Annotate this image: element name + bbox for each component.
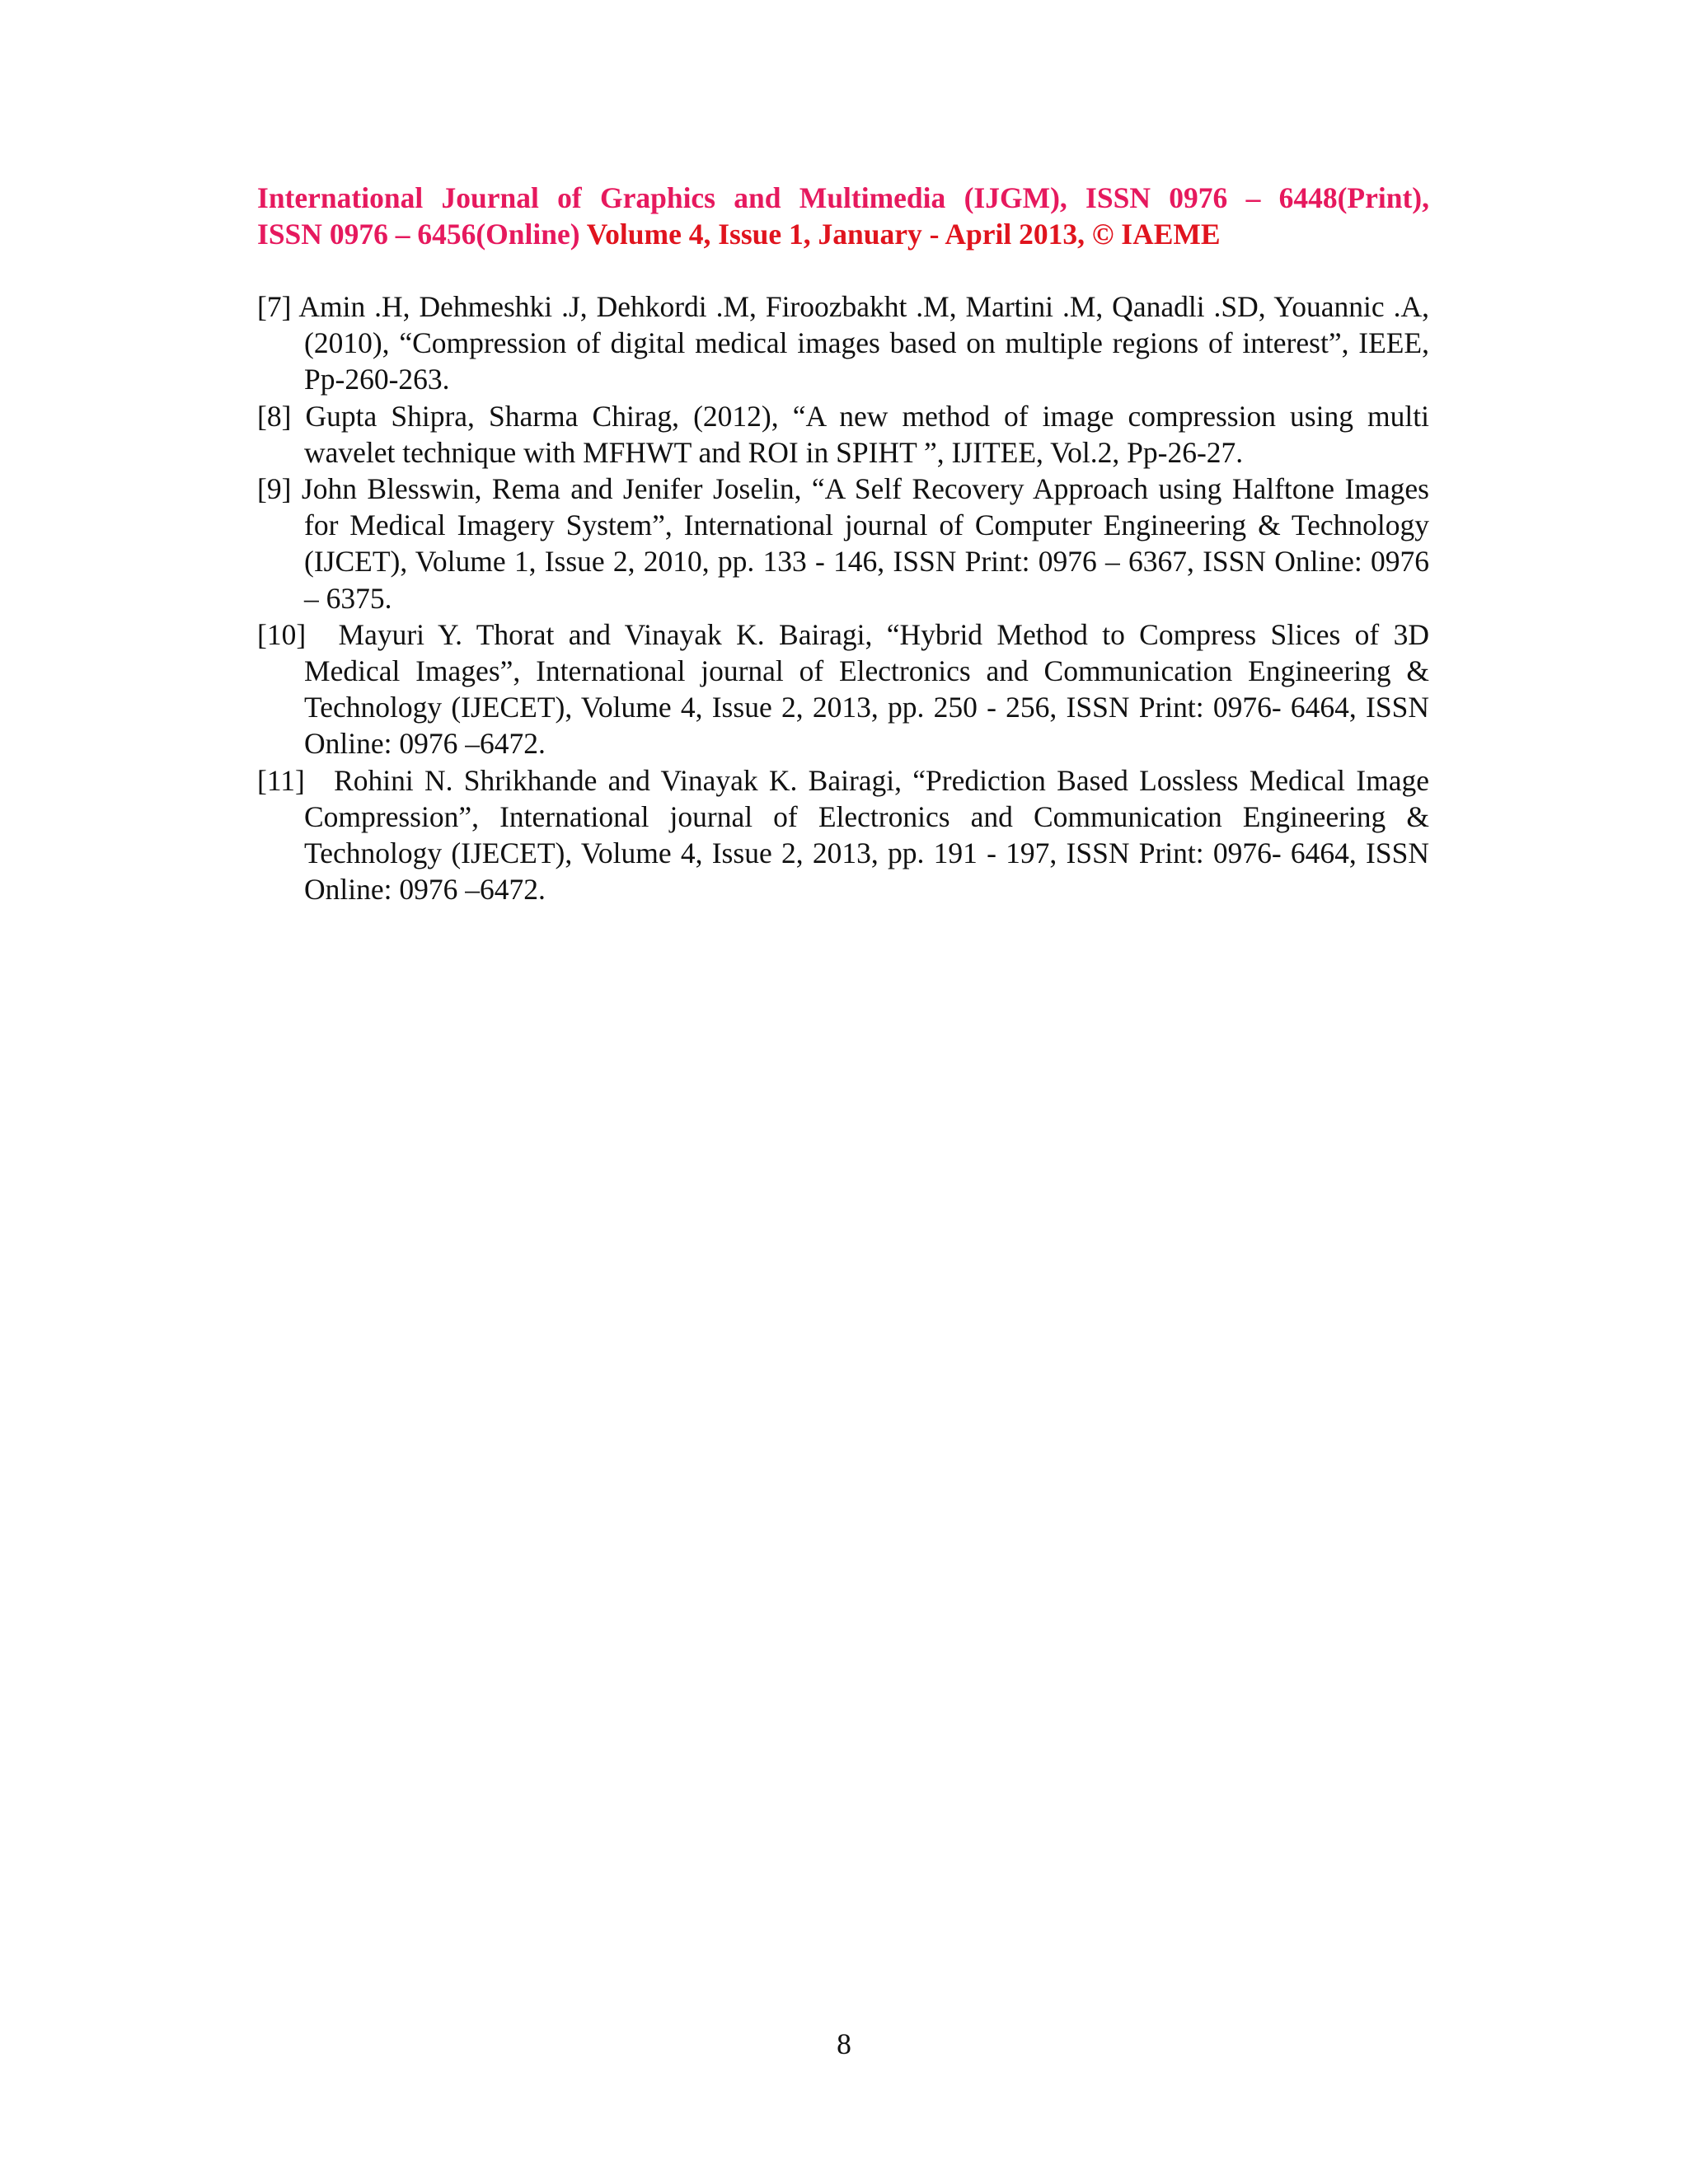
- reference-number: [9]: [257, 472, 292, 506]
- reference-list: [257, 288, 1429, 907]
- reference-text: Amin .H, Dehmeshki .J, Dehkordi .M, Firoozbakht .M, Martini .M, Qanadli .SD, Youannic .A, (2010), “Compression of digital medical images based on multiple regions of interest”, IEEE, Pp-260-263.: [298, 290, 1429, 396]
- reference-number: [8]: [257, 399, 292, 433]
- journal-volume-issue: Volume 4, Issue 1, January - April 2013, © IAEME: [586, 218, 1221, 251]
- journal-header: [257, 180, 1429, 252]
- journal-issn-online: ISSN 0976 – 6456(Online): [257, 218, 580, 251]
- reference-number: [7]: [257, 290, 292, 323]
- reference-text: Rohini N. Shrikhande and Vinayak K. Bairagi, “Prediction Based Lossless Medical Image Compression”, International journal of Electronics and Communication Engineering & Technology (IJECET), Volume 4, Issue 2, 2013, pp. 191 - 197, ISSN Print: 0976- 6464, ISSN Online: 0976 –6472.: [304, 763, 1429, 907]
- reference-item: [257, 288, 1429, 398]
- reference-item: [257, 616, 1429, 762]
- reference-text: John Blesswin, Rema and Jenifer Joselin, “A Self Recovery Approach using Halftone Images for Medical Imagery System”, International journal of Computer Engineering & Technology (IJCET), Volume 1, Issue 2, 2010, pp. 133 - 146, ISSN Print: 0976 – 6367, ISSN Online: 0976 – 6375.: [301, 472, 1430, 615]
- journal-header-line2: [257, 216, 1429, 252]
- reference-item: [257, 398, 1429, 471]
- journal-header-line1: International Journal of Graphics and Multimedia (IJGM), ISSN 0976 – 6448(Print),: [257, 181, 1429, 214]
- reference-number: [11]: [257, 763, 305, 797]
- page-number: 8: [837, 2027, 851, 2060]
- reference-item: [257, 471, 1429, 616]
- reference-item: [257, 762, 1429, 908]
- reference-number: [10]: [257, 617, 307, 651]
- reference-text: Gupta Shipra, Sharma Chirag, (2012), “A new method of image compression using multi wavelet technique with MFHWT and ROI in SPIHT ”, IJITEE, Vol.2, Pp-26-27.: [304, 399, 1430, 469]
- reference-text: Mayuri Y. Thorat and Vinayak K. Bairagi, “Hybrid Method to Compress Slices of 3D Medical Images”, International journal of Electronics and Communication Engineering & Technology (IJECET), Volume 4, Issue 2, 2013, pp. 250 - 256, ISSN Print: 0976- 6464, ISSN Online: 0976 –6472.: [304, 617, 1429, 761]
